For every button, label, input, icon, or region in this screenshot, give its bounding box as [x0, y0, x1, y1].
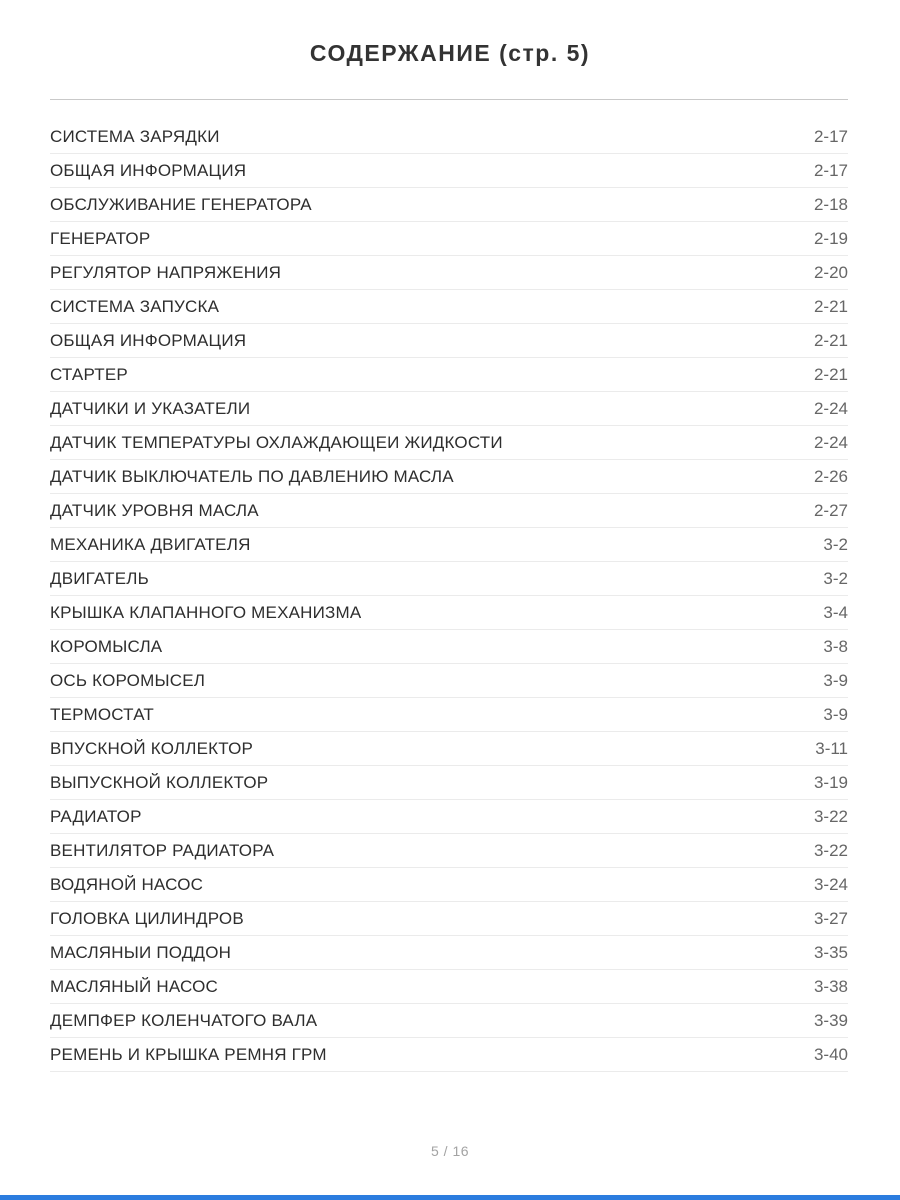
toc-row [50, 596, 848, 630]
toc-row [50, 494, 848, 528]
toc-row [50, 528, 848, 562]
toc-row [50, 358, 848, 392]
toc-entry-page-number: 2-17 [813, 126, 848, 146]
toc-entry-label: ОБСЛУЖИВАНИЕ ГЕНЕРАТОРА [50, 194, 312, 214]
toc-entry-label: ДАТЧИК УРОВНЯ МАСЛА [50, 500, 259, 520]
toc-entry-page-number: 3-2 [823, 568, 848, 588]
table-of-contents [50, 120, 848, 1072]
toc-row [50, 222, 848, 256]
toc-entry-page-number: 3-24 [813, 874, 848, 894]
toc-entry-page-number: 3-4 [823, 602, 848, 622]
toc-row [50, 426, 848, 460]
toc-entry-page-number: 3-9 [823, 670, 848, 690]
toc-entry-page-number: 3-40 [813, 1044, 848, 1064]
toc-row [50, 460, 848, 494]
toc-row [50, 188, 848, 222]
toc-row [50, 936, 848, 970]
toc-entry-label: СИСТЕМА ЗАПУСКА [50, 296, 220, 316]
toc-entry-page-number: 3-22 [813, 806, 848, 826]
toc-entry-page-number: 3-27 [813, 908, 848, 928]
toc-entry-label: РЕГУЛЯТОР НАПРЯЖЕНИЯ [50, 262, 282, 282]
toc-entry-page-number: 3-39 [813, 1010, 848, 1030]
toc-entry-label: ВЫПУСКНОЙ КОЛЛЕКТОР [50, 772, 269, 792]
toc-entry-page-number: 2-20 [813, 262, 848, 282]
toc-entry-page-number: 2-27 [813, 500, 848, 520]
toc-row [50, 392, 848, 426]
toc-entry-page-number: 2-21 [813, 330, 848, 350]
toc-entry-label: ДЕМПФЕР КОЛЕНЧАТОГО ВАЛА [50, 1010, 318, 1030]
toc-entry-page-number: 2-21 [813, 364, 848, 384]
page-title: СОДЕРЖАНИЕ (стр. 5) [309, 40, 591, 66]
toc-entry-page-number: 2-19 [813, 228, 848, 248]
toc-entry-label: ВОДЯНОЙ НАСОС [50, 874, 204, 894]
toc-row [50, 290, 848, 324]
toc-row [50, 256, 848, 290]
toc-entry-label: СИСТЕМА ЗАРЯДКИ [50, 126, 220, 146]
toc-entry-label: СТАРТЕР [50, 364, 128, 384]
toc-entry-label: РЕМЕНЬ И КРЫШКА РЕМНЯ ГРМ [50, 1044, 327, 1064]
toc-entry-label: ВЕНТИЛЯТОР РАДИАТОРА [50, 840, 275, 860]
toc-entry-label: КОРОМЫСЛА [50, 636, 163, 656]
page-counter: 5 / 16 [430, 1143, 470, 1159]
toc-entry-page-number: 2-24 [813, 398, 848, 418]
toc-row [50, 698, 848, 732]
toc-entry-label: ДАТЧИК ВЫКЛЮЧАТЕЛЬ ПО ДАВЛЕНИЮ МАСЛА [50, 466, 454, 486]
toc-entry-label: ДАТЧИК ТЕМПЕРАТУРЫ ОХЛАЖДАЮЩЕИ ЖИДКОСТИ [50, 432, 503, 452]
toc-entry-page-number: 2-17 [813, 160, 848, 180]
toc-row [50, 1038, 848, 1072]
toc-entry-page-number: 3-35 [813, 942, 848, 962]
toc-entry-page-number: 2-21 [813, 296, 848, 316]
toc-entry-page-number: 3-22 [813, 840, 848, 860]
toc-entry-label: МЕХАНИКА ДВИГАТЕЛЯ [50, 534, 251, 554]
toc-row [50, 630, 848, 664]
toc-row [50, 154, 848, 188]
toc-row [50, 664, 848, 698]
toc-entry-page-number: 3-2 [823, 534, 848, 554]
toc-entry-label: МАСЛЯНЫЙ НАСОС [50, 976, 218, 996]
toc-row [50, 562, 848, 596]
toc-entry-label: ВПУСКНОЙ КОЛЛЕКТОР [50, 738, 254, 758]
bottom-accent-bar [0, 1195, 900, 1200]
toc-entry-page-number: 3-38 [813, 976, 848, 996]
toc-row [50, 1004, 848, 1038]
toc-row [50, 766, 848, 800]
title-divider [50, 99, 848, 100]
toc-entry-page-number: 3-8 [823, 636, 848, 656]
toc-row [50, 324, 848, 358]
toc-entry-label: МАСЛЯНЫИ ПОДДОН [50, 942, 232, 962]
toc-entry-label: ГОЛОВКА ЦИЛИНДРОВ [50, 908, 244, 928]
toc-entry-label: ГЕНЕРАТОР [50, 228, 151, 248]
toc-entry-page-number: 2-26 [813, 466, 848, 486]
toc-entry-label: ДВИГАТЕЛЬ [50, 568, 149, 588]
toc-entry-page-number: 2-18 [813, 194, 848, 214]
toc-entry-label: ОСЬ КОРОМЫСЕЛ [50, 670, 206, 690]
toc-row [50, 902, 848, 936]
toc-entry-page-number: 3-9 [823, 704, 848, 724]
toc-row [50, 120, 848, 154]
toc-entry-page-number: 2-24 [813, 432, 848, 452]
toc-entry-page-number: 3-19 [813, 772, 848, 792]
toc-entry-label: ОБЩАЯ ИНФОРМАЦИЯ [50, 160, 247, 180]
toc-row [50, 834, 848, 868]
toc-row [50, 970, 848, 1004]
toc-row [50, 800, 848, 834]
toc-row [50, 732, 848, 766]
toc-entry-label: ОБЩАЯ ИНФОРМАЦИЯ [50, 330, 247, 350]
toc-row [50, 868, 848, 902]
toc-entry-label: РАДИАТОР [50, 806, 142, 826]
toc-entry-page-number: 3-11 [815, 738, 848, 758]
toc-entry-label: ТЕРМОСТАТ [50, 704, 154, 724]
toc-entry-label: КРЫШКА КЛАПАННОГО МЕХАНИЗМА [50, 602, 362, 622]
toc-entry-label: ДАТЧИКИ И УКАЗАТЕЛИ [50, 398, 251, 418]
